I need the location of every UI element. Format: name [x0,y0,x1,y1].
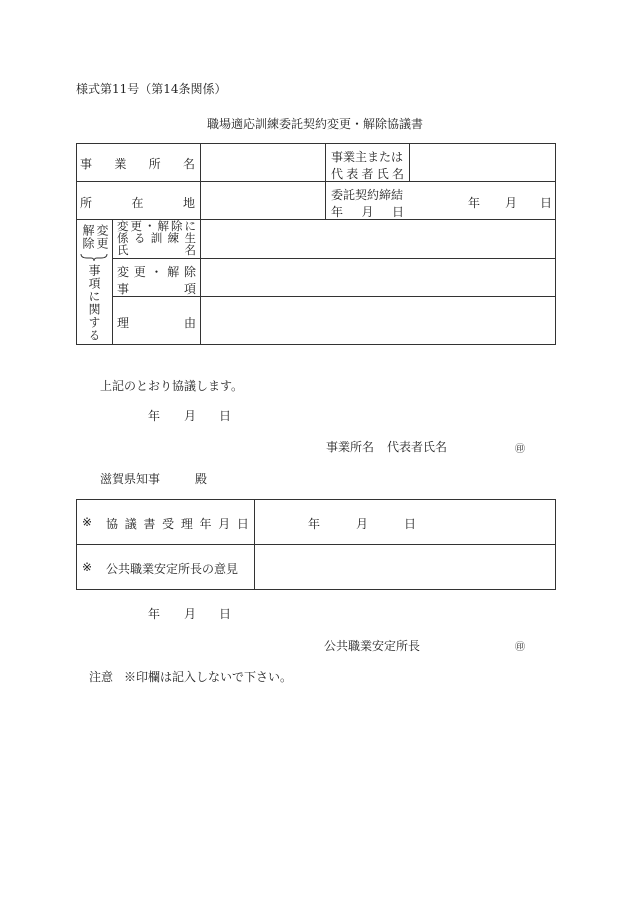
group-label-change: 変更 [95,224,109,250]
owner-label: 事業主または 代 表 者 氏 名 [331,150,404,181]
seal-mark-signer: ㊞ [515,444,525,455]
matter-field[interactable] [204,262,553,293]
contract-date-day: 日 [540,196,553,210]
receipt-mark: ※ [82,515,93,529]
receipt-day: 日 [404,517,417,531]
receipt-month: 月 [356,517,369,531]
agreement-text: 上記のとおり協議します。 [100,379,244,393]
business-name-caption: 事業所名 [326,440,375,454]
receipt-date-label: 協 議 書 受 理 年 月 日 [106,517,249,531]
opinion-field[interactable] [258,548,553,587]
trainee-label: 変 更 ・ 解 除 に 係 る 訓 練 生 氏 名 [117,219,196,257]
opinion-label: 公共職業安定所長の意見 [106,562,239,576]
contract-date-label: 委託契約締結 年 月 日 [331,188,404,219]
contract-date-field[interactable] [413,185,553,216]
owner-name-field[interactable] [413,147,553,178]
reason-label: 理 由 [117,316,196,330]
note-label: 注意 [89,670,114,684]
seal-mark-director: ㊞ [515,642,525,653]
form-title: 職場適応訓練委託契約変更・解除協議書 [207,117,424,131]
opinion-mark: ※ [82,560,93,574]
receipt-year: 年 [308,517,321,531]
trainee-name-field[interactable] [204,223,553,255]
group-label-matters: 事項に関する [87,264,101,342]
business-name-field[interactable] [204,147,322,178]
note-text: ※印欄は記入しないで下さい。 [124,670,293,684]
matter-label: 変 更 ・ 解 除 事 項 [117,265,196,296]
contract-date-year: 年 [468,196,481,210]
director-caption: 公共職業安定所長 [324,639,421,653]
group-label-cancel: 解除 [81,224,95,250]
addressee-honorific: 殿 [195,472,208,486]
reason-field[interactable] [204,300,553,342]
location-label: 所 在 地 [80,196,195,210]
business-name-label: 事 業 所 名 [80,157,195,171]
brace-mark [80,251,108,260]
contract-date-month: 月 [505,196,518,210]
addressee-name: 滋賀県知事 [100,472,161,486]
form-number: 様式第11号（第14条関係） [76,82,227,96]
representative-caption: 代表者氏名 [387,440,448,454]
location-field[interactable] [204,185,322,216]
